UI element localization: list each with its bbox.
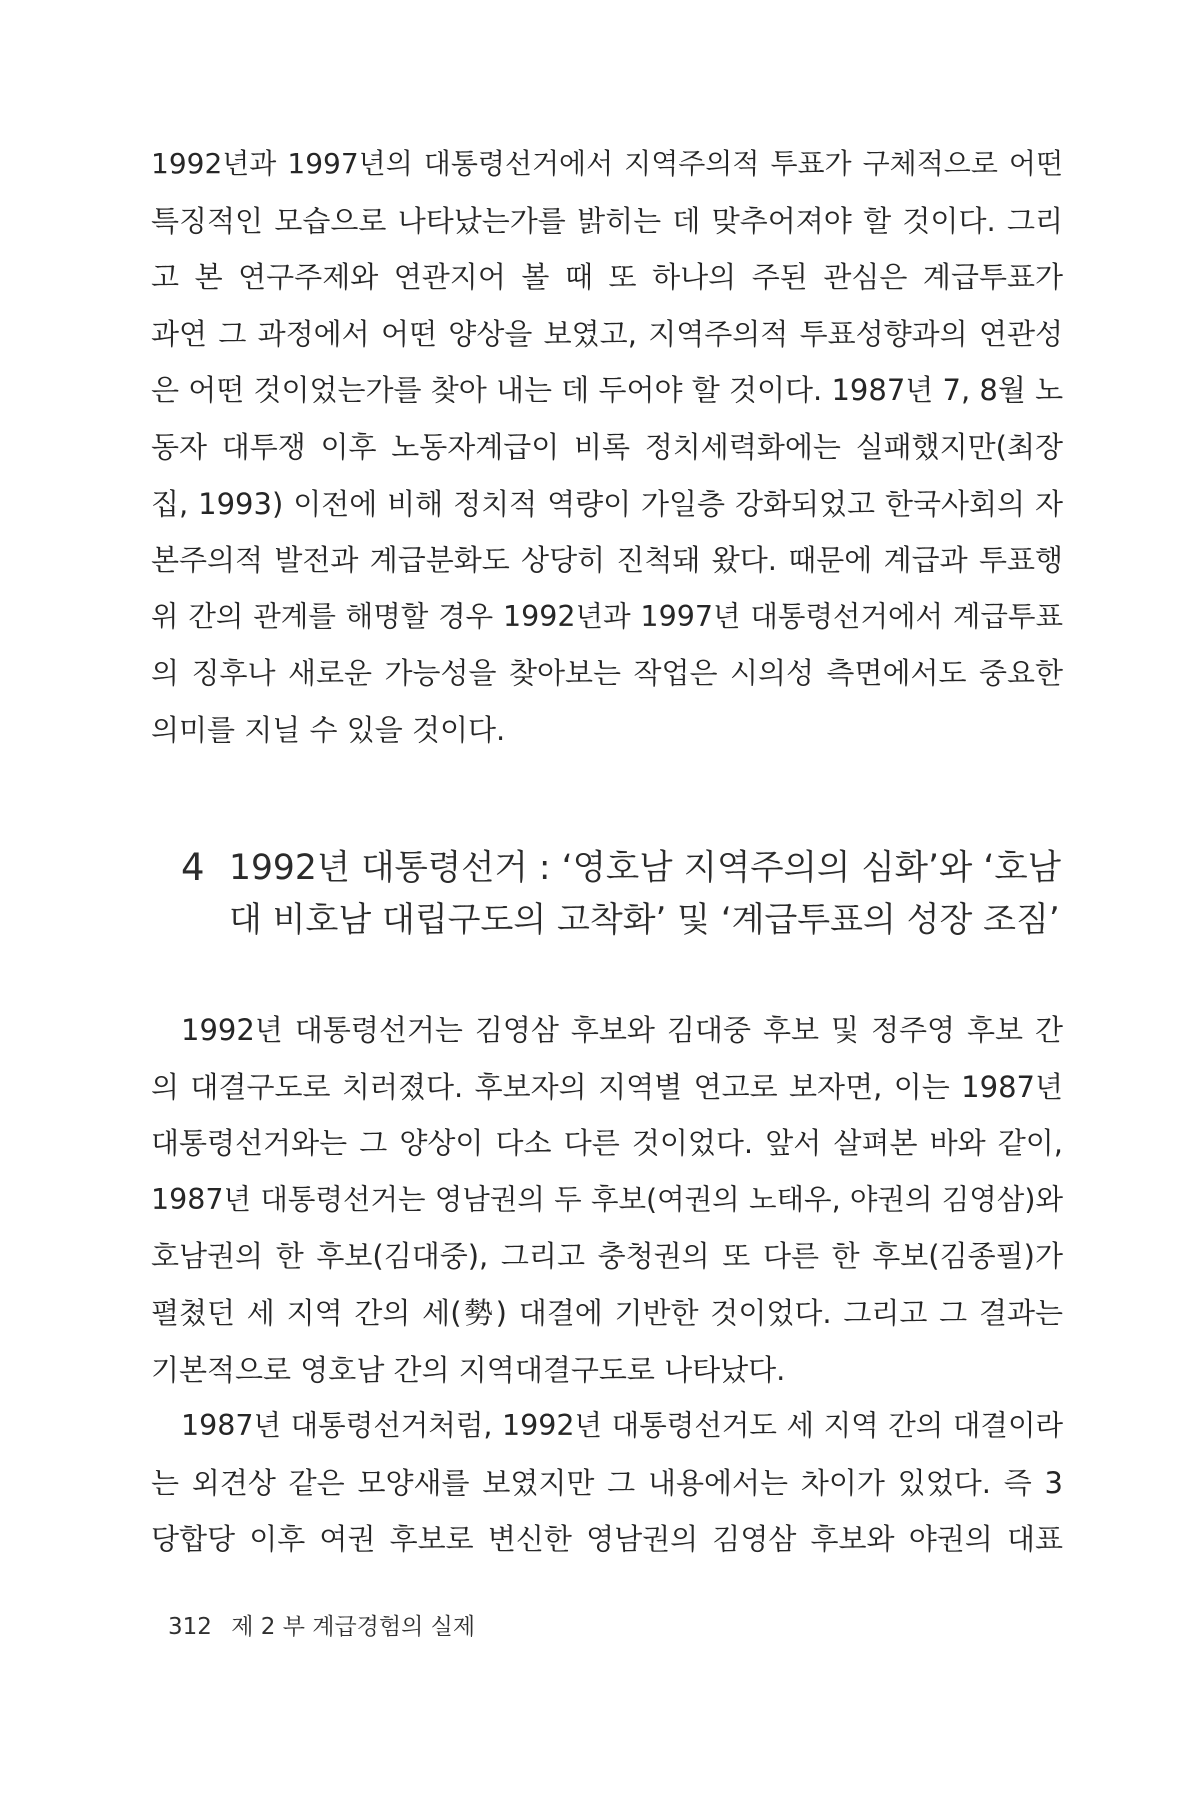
text-line: 과연 그 과정에서 어떤 양상을 보였고, 지역주의적 투표성향과의 연관성 [151,316,1063,351]
running-footer-title: 제 2 부 계급경험의 실제 [231,1614,476,1640]
section-title-line: 1992년 대통령선거 : ‘영호남 지역주의의 심화’와 ‘호남 [229,848,1061,888]
section-number: 4 [181,846,205,889]
text-line: 는 외견상 같은 모양새를 보였지만 그 내용에서는 차이가 있었다. 즉 3 [151,1465,1063,1500]
text-line: 본주의적 발전과 계급분화도 상당히 진척돼 왔다. 때문에 계급과 투표행 [151,543,1063,578]
text-line: 펼쳤던 세 지역 간의 세(勢) 대결에 기반한 것이었다. 그리고 그 결과는 [151,1295,1063,1330]
page-footer [168,1608,475,1641]
page-number: 312 [168,1614,212,1640]
body-paragraph-2 [151,1398,1063,1568]
text-line: 집, 1993) 이전에 비해 정치적 역량이 가일층 강화되었고 한국사회의 자 [151,486,1063,521]
body-paragraph-1 [151,1002,1063,1398]
text-line: 의미를 지닐 수 있을 것이다. [151,712,506,747]
text-line: 동자 대투쟁 이후 노동자계급이 비록 정치세력화에는 실패했지만(최장 [151,429,1063,464]
section-title [229,842,1061,946]
text-line: 1987년 대통령선거는 영남권의 두 후보(여권의 노태우, 야권의 김영삼)와 [151,1182,1063,1216]
intro-paragraph [151,136,1063,759]
text-line: 위 간의 관계를 해명할 경우 1992년과 1997년 대통령선거에서 계급투표 [151,599,1063,633]
text-line: 의 대결구도로 치러졌다. 후보자의 지역별 연고로 보자면, 이는 1987년 [151,1069,1063,1104]
text-line: 기본적으로 영호남 간의 지역대결구도로 나타났다. [151,1352,786,1387]
text-line: 의 징후나 새로운 가능성을 찾아보는 작업은 시의성 측면에서도 중요한 [151,656,1063,691]
text-line: 대통령선거와는 그 양상이 다소 다른 것이었다. 앞서 살펴본 바와 같이, [151,1126,1063,1161]
text-line: 고 본 연구주제와 연관지어 볼 때 또 하나의 주된 관심은 계급투표가 [151,260,1063,295]
text-line: 특징적인 모습으로 나타났는가를 밝히는 데 맞추어져야 할 것이다. 그리 [151,203,1063,238]
text-line: 1992년 대통령선거는 김영삼 후보와 김대중 후보 및 정주영 후보 간 [181,1013,1063,1047]
text-line: 당합당 이후 여권 후보로 변신한 영남권의 김영삼 후보와 야권의 대표 [151,1522,1063,1557]
text-line: 1992년과 1997년의 대통령선거에서 지역주의적 투표가 구체적으로 어떤 [151,147,1063,180]
text-line: 호남권의 한 후보(김대중), 그리고 충청권의 또 다른 한 후보(김종필)가 [151,1239,1063,1274]
text-line: 1987년 대통령선거처럼, 1992년 대통령선거도 세 지역 간의 대결이라 [181,1409,1063,1442]
text-line: 은 어떤 것이었는가를 찾아 내는 데 두어야 할 것이다. 1987년 7, 8월 노 [151,373,1064,408]
section-title-line: 대 비호남 대립구도의 고착화’ 및 ‘계급투표의 성장 조짐’ [229,900,1060,940]
